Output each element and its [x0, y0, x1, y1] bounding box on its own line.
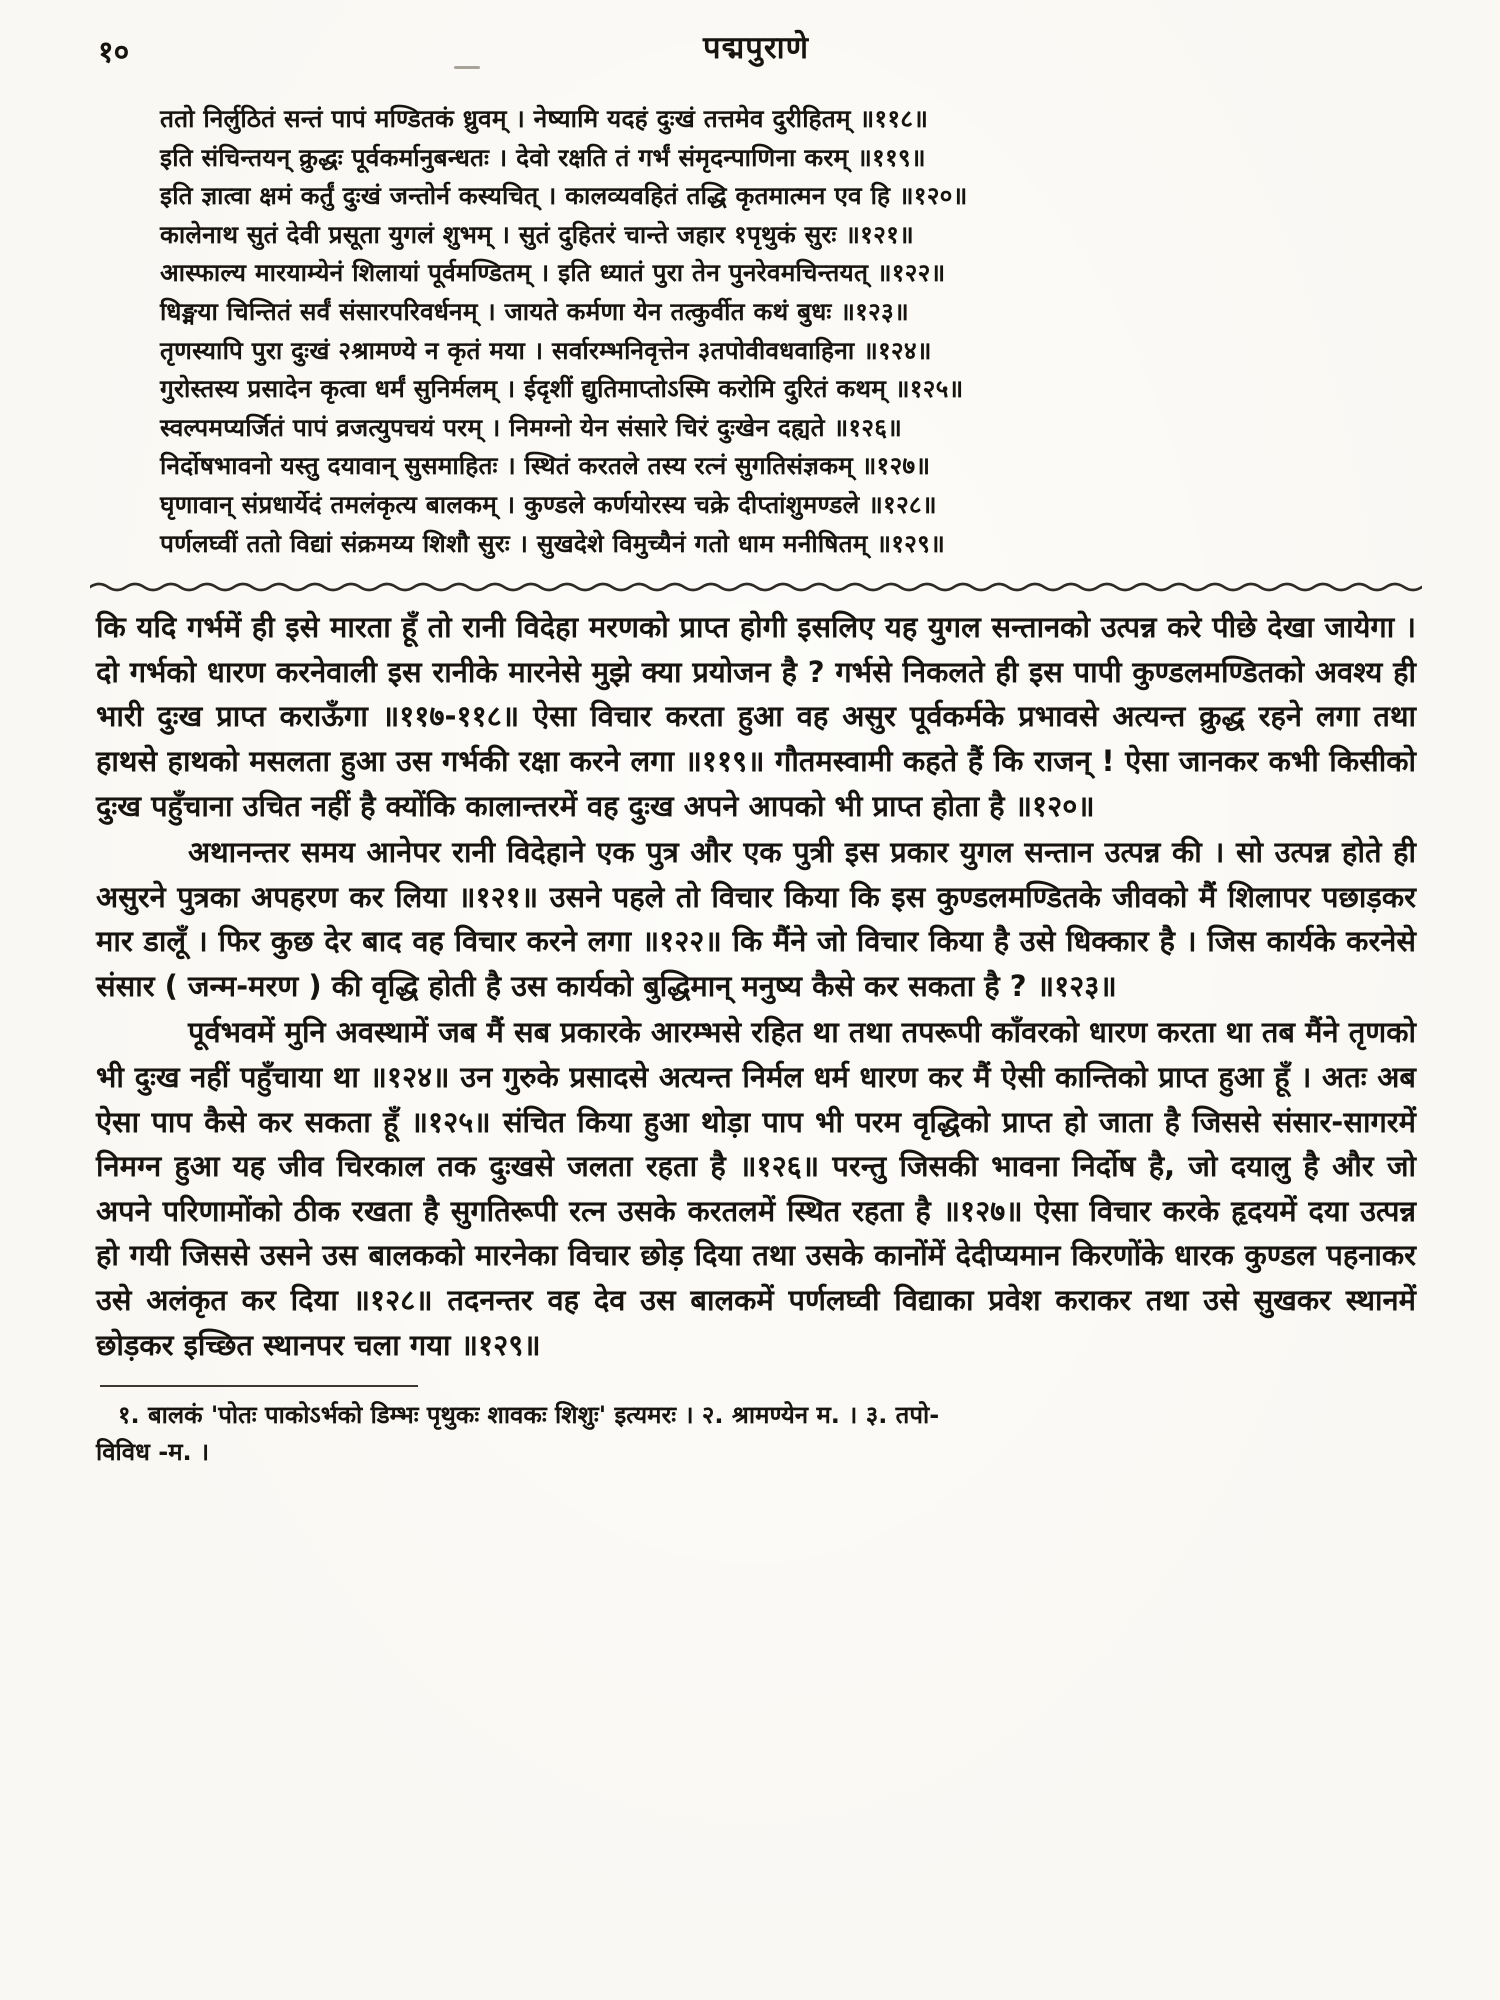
footnote-line-2: विविध -म. । — [96, 1438, 210, 1467]
verse-line-119: इति संचिन्तयन् क्रुद्धः पूर्वकर्मानुबन्धतः । देवो रक्षति तं गर्भं संमृदन्पाणिना करम् ॥११९॥ — [160, 142, 926, 172]
verse-line-129: पर्णलघ्वीं ततो विद्यां संक्रमय्य शिशौ सुरः । सुखदेशे विमुच्यैनं गतो धाम मनीषितम् ॥१२९॥ — [160, 528, 945, 558]
footnotes — [96, 1397, 1416, 1471]
verse-line-126: स्वल्पमप्यर्जितं पापं व्रजत्युपचयं परम् । निमग्नो येन संसारे चिरं दुःखेन दह्यते ॥१२६॥ — [160, 412, 903, 442]
verse-line-127: निर्दोषभावनो यस्तु दयावान् सुसमाहितः । स्थितं करतले तस्य रत्नं सुगतिसंज्ञकम् ॥१२७॥ — [160, 451, 931, 481]
book-title: पद्मपुराणे — [702, 30, 810, 66]
sanskrit-verse-block — [160, 100, 1416, 563]
wavy-divider — [90, 579, 1416, 595]
footnote-line-1: १. बालकं 'पोतः पाकोऽर्भको डिम्भः पृथुकः शावकः शिशुः' इत्यमरः । २. श्रामण्येन म. । ३. तपो- — [118, 1401, 940, 1430]
wavy-divider-path — [90, 584, 1422, 590]
page-number: १० — [98, 35, 130, 70]
verse-line-124: तृणस्यापि पुरा दुःखं २श्रामण्ये न कृतं मया । सर्वारम्भनिवृत्तेन ३तपोवीवधवाहिना ॥१२४॥ — [160, 335, 932, 365]
footnote-divider — [100, 1385, 418, 1387]
commentary-paragraph-3: पूर्वभवमें मुनि अवस्थामें जब मैं सब प्रकारके आरम्भसे रहित था तथा तपरूपी काँवरको धारण करता था तब मैंने तृणको भी दुःख नहीं पहुँचाया था ॥१२४॥ उन गुरुके प्रसादसे अत्यन्त निर्मल धर्म धारण कर मैं ऐसी कान्तिको प्राप्त हुआ हूँ । अतः अब ऐसा पाप कैसे कर सकता हूँ ॥१२५॥ संचित किया हुआ थोड़ा पाप भी परम वृद्धिको प्राप्त हो जाता है जिससे संसार-सागरमें निमग्न हुआ यह जीव चिरकाल तक दुःखसे जलता रहता है ॥१२६॥ परन्तु जिसकी भावना निर्दोष है, जो दयालु है और जो अपने परिणामोंको ठीक रखता है सुगतिरूपी रत्न उसके करतलमें स्थित रहता है ॥१२७॥ ऐसा विचार करके हृदयमें दया उत्पन्न हो गयी जिससे उसने उस बालकको मारनेका विचार छोड़ दिया तथा उसके कानोंमें देदीप्यमान किरणोंके धारक कुण्डल पहनाकर उसे अलंकृत कर दिया ॥१२८॥ तदनन्तर वह देव उस बालकमें पर्णलघ्वी विद्याका प्रवेश कराकर तथा उसे सुखकर स्थानमें छोड़कर इच्छित स्थानपर चला गया ॥१२९॥ — [96, 1015, 1416, 1362]
verse-line-118: ततो निर्लुठितं सन्तं पापं मण्डितकं ध्रुवम् । नेष्यामि यदहं दुःखं तत्तमेव दुरीहितम् ॥११८॥ — [160, 104, 929, 133]
verse-line-121: कालेनाथ सुतं देवी प्रसूता युगलं शुभम् । सुतं दुहितरं चान्ते जहार १पृथुकं सुरः ॥१२१॥ — [160, 219, 914, 249]
page-header — [96, 26, 1416, 78]
verse-line-123: धिङ्मया चिन्तितं सर्वं संसारपरिवर्धनम् । जायते कर्मणा येन तत्कुर्वीत कथं बुधः ॥१२३॥ — [160, 296, 909, 326]
verse-line-125: गुरोस्तस्य प्रसादेन कृत्वा धर्मं सुनिर्मलम् । ईदृशीं द्युतिमाप्तोऽस्मि करोमि दुरितं कथम् ॥१२५॥ — [160, 374, 964, 404]
verse-line-120: इति ज्ञात्वा क्षमं कर्तुं दुःखं जन्तोर्न कस्यचित् । कालव्यवहितं तद्धि कृतमात्मन एव हि ॥१२०॥ — [160, 181, 968, 211]
commentary-paragraph-2: अथानन्तर समय आनेपर रानी विदेहाने एक पुत्र और एक पुत्री इस प्रकार युगल सन्तान उत्पन्न की । सो उत्पन्न होते ही असुरने पुत्रका अपहरण कर लिया ॥१२१॥ उसने पहले तो विचार किया कि इस कुण्डलमण्डितके जीवको मैं शिलापर पछाड़कर मार डालूँ । फिर कुछ देर बाद वह विचार करने लगा ॥१२२॥ कि मैंने जो विचार किया है उसे धिक्कार है । जिस कार्यके करनेसे संसार ( जन्म-मरण ) की वृद्धि होती है उस कार्यको बुद्धिमान् मनुष्य कैसे कर सकता है ? ॥१२३॥ — [96, 835, 1416, 1003]
scan-artifact-mark — [454, 66, 480, 69]
hindi-commentary — [96, 605, 1416, 1367]
verse-line-122: आस्फाल्य मारयाम्येनं शिलायां पूर्वमण्डितम् । इति ध्यातं पुरा तेन पुनरेवमचिन्तयत् ॥१२२॥ — [160, 258, 946, 288]
commentary-paragraph-1: कि यदि गर्भमें ही इसे मारता हूँ तो रानी विदेहा मरणको प्राप्त होगी इसलिए यह युगल सन्तानको उत्पन्न करे पीछे देखा जायेगा । दो गर्भको धारण करनेवाली इस रानीके मारनेसे मुझे क्या प्रयोजन है ? गर्भसे निकलते ही इस पापी कुण्डलमण्डितको अवश्य ही भारी दुःख प्राप्त कराऊँगा ॥११७-११८॥ ऐसा विचार करता हुआ वह असुर पूर्वकर्मके प्रभावसे अत्यन्त क्रुद्ध रहने लगा तथा हाथसे हाथको मसलता हुआ उस गर्भकी रक्षा करने लगा ॥११९॥ गौतमस्वामी कहते हैं कि राजन् ! ऐसा जानकर कभी किसीको दुःख पहुँचाना उचित नहीं है क्योंकि कालान्तरमें वह दुःख अपने आपको भी प्राप्त होता है ॥१२०॥ — [96, 610, 1416, 823]
verse-line-128: घृणावान् संप्रधार्येदं तमलंकृत्य बालकम् । कुण्डले कर्णयोरस्य चक्रे दीप्तांशुमण्डले ॥१२८॥ — [160, 489, 937, 519]
